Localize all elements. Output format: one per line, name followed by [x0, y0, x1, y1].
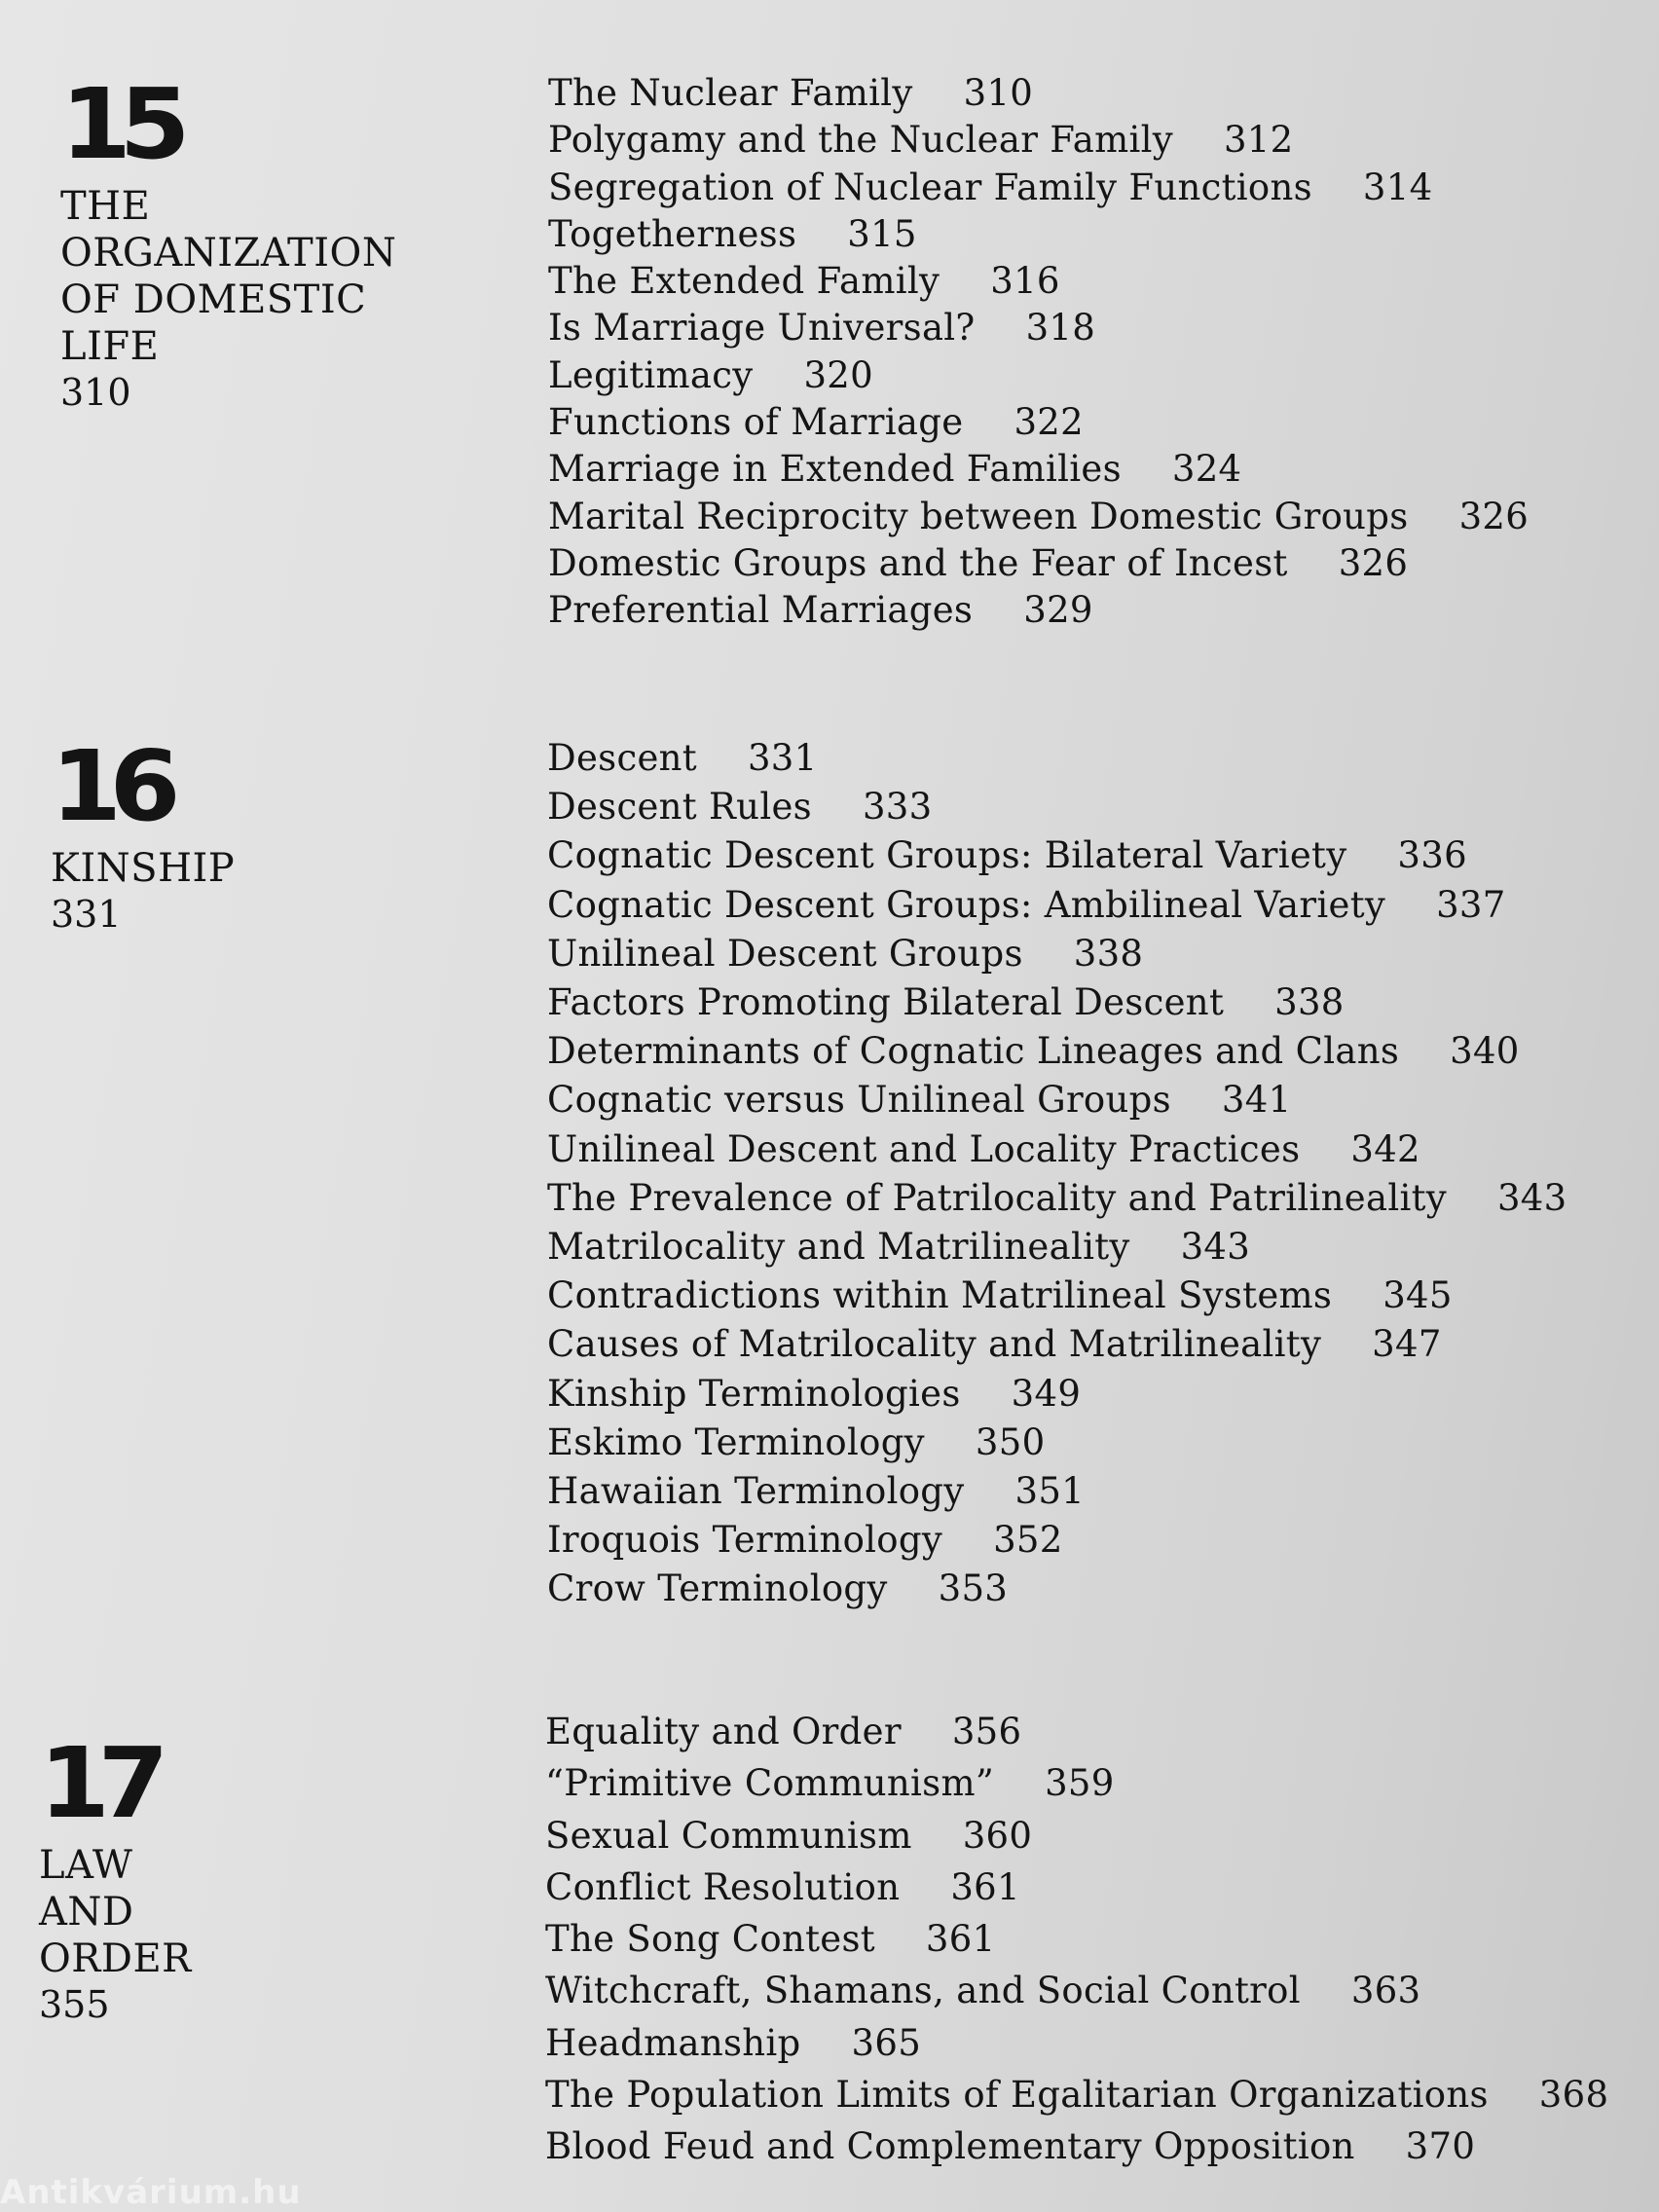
toc-entry: [548, 165, 1529, 211]
chapter-number: 17: [39, 1726, 157, 1840]
entry-page: 342: [1350, 1127, 1420, 1170]
entry-title: Hawaiian Terminology: [547, 1470, 965, 1513]
chapter-title: KINSHIP: [51, 846, 236, 891]
entry-title: Unilineal Descent Groups: [547, 932, 1023, 975]
entry-title: Descent Rules: [547, 786, 812, 829]
entry-title: Polygamy and the Nuclear Family: [548, 119, 1173, 162]
entry-page: 343: [1496, 1176, 1567, 1219]
toc-entry: [545, 1965, 1608, 2016]
entry-title: The Prevalence of Patrilocality and Patrilineality: [547, 1176, 1447, 1219]
toc-entry: [547, 1272, 1567, 1320]
entry-title: Matrilocality and Matrilineality: [547, 1226, 1130, 1269]
toc-entry: [547, 881, 1567, 930]
entry-title: Sexual Communism: [545, 1814, 912, 1857]
toc-entry: [545, 2017, 1608, 2069]
chapter-17-entries: [545, 1706, 1608, 2173]
entry-page: 312: [1223, 119, 1294, 162]
entry-page: 345: [1382, 1274, 1453, 1317]
toc-entry: [548, 211, 1529, 258]
entry-page: 343: [1180, 1226, 1251, 1269]
toc-entry: [547, 1419, 1567, 1467]
chapter-number: 15: [60, 67, 178, 181]
entry-page: 316: [990, 260, 1060, 303]
toc-entry: [548, 446, 1529, 493]
entry-page: 320: [803, 353, 873, 396]
toc-entry: [547, 930, 1567, 978]
toc-entry: [545, 1706, 1608, 1757]
toc-entry: [547, 1174, 1567, 1223]
entry-title: Cognatic versus Unilineal Groups: [547, 1079, 1171, 1122]
entry-title: Blood Feud and Complementary Opposition: [545, 2125, 1355, 2168]
chapter-title: THE ORGANIZATION OF DOMESTIC LIFE: [60, 184, 397, 369]
entry-page: 363: [1350, 1970, 1421, 2012]
entry-title: Togetherness: [548, 212, 797, 255]
toc-entry: [547, 1125, 1567, 1174]
entry-page: 368: [1538, 2074, 1609, 2117]
entry-page: 337: [1436, 883, 1506, 926]
chapter-16-heading: [51, 729, 236, 937]
entry-page: 356: [951, 1711, 1022, 1752]
toc-entry: [545, 1913, 1608, 1965]
entry-title: Witchcraft, Shamans, and Social Control: [545, 1970, 1301, 2012]
entry-title: Marriage in Extended Families: [548, 448, 1122, 491]
entry-page: 331: [747, 737, 818, 779]
entry-page: 333: [862, 786, 933, 829]
entry-page: 352: [993, 1519, 1063, 1562]
chapter-15-entries: [548, 70, 1529, 635]
toc-entry: [547, 783, 1567, 831]
entry-page: 324: [1171, 448, 1242, 491]
toc-entry: [547, 1076, 1567, 1124]
toc-entry: [548, 305, 1529, 351]
entry-page: 365: [851, 2021, 922, 2064]
toc-entry: [547, 1320, 1567, 1369]
toc-entry: [547, 1565, 1567, 1613]
toc-entry: [548, 70, 1529, 117]
toc-entry: [545, 1862, 1608, 1913]
entry-title: Factors Promoting Bilateral Descent: [547, 981, 1225, 1024]
toc-entry: [547, 1223, 1567, 1272]
entry-title: Domestic Groups and the Fear of Incest: [548, 541, 1288, 584]
toc-entry: [548, 399, 1529, 446]
entry-title: Marital Reciprocity between Domestic Groups: [548, 495, 1409, 537]
entry-title: The Population Limits of Egalitarian Organizations: [545, 2074, 1489, 2117]
entry-page: 349: [1011, 1372, 1082, 1415]
toc-entry: [547, 1370, 1567, 1419]
entry-page: 329: [1023, 589, 1093, 632]
entry-title: Cognatic Descent Groups: Bilateral Variety: [547, 834, 1347, 877]
entry-page: 314: [1362, 166, 1433, 208]
entry-page: 338: [1073, 932, 1144, 975]
chapter-page: 331: [51, 893, 122, 936]
entry-title: Headmanship: [545, 2021, 801, 2064]
entry-page: 310: [963, 72, 1034, 114]
entry-title: Equality and Order: [545, 1711, 902, 1752]
chapter-page: 355: [39, 1983, 110, 2026]
watermark: Antikvárium.hu: [0, 2173, 302, 2212]
entry-page: 326: [1458, 495, 1530, 537]
chapter-17-heading: [39, 1726, 192, 2027]
chapter-16-entries: [547, 734, 1567, 1614]
toc-entry: [548, 258, 1529, 305]
toc-entry: [547, 734, 1567, 783]
toc-entry: [545, 2120, 1608, 2172]
entry-title: Unilineal Descent and Locality Practices: [547, 1127, 1301, 1170]
entry-title: Kinship Terminologies: [547, 1372, 961, 1415]
toc-entry: [545, 1810, 1608, 1862]
entry-title: The Extended Family: [548, 260, 940, 303]
entry-page: 347: [1372, 1323, 1442, 1366]
toc-entry: [548, 494, 1529, 540]
entry-page: 359: [1045, 1762, 1115, 1805]
entry-page: 318: [1025, 307, 1096, 350]
chapter-title: LAW AND ORDER: [39, 1843, 192, 1981]
entry-title: Descent: [547, 737, 697, 779]
entry-page: 326: [1338, 541, 1409, 584]
toc-entry: [548, 540, 1529, 587]
toc-entry: [548, 352, 1529, 399]
toc-entry: [547, 1027, 1567, 1076]
entry-page: 350: [975, 1420, 1046, 1463]
toc-entry: [545, 2069, 1608, 2120]
toc-entry: [547, 978, 1567, 1027]
toc-entry: [545, 1757, 1608, 1809]
entry-title: Crow Terminology: [547, 1567, 888, 1610]
entry-title: The Nuclear Family: [548, 72, 913, 114]
entry-title: Causes of Matrilocality and Matrilineality: [547, 1323, 1322, 1366]
entry-title: Conflict Resolution: [545, 1865, 901, 1908]
entry-title: Determinants of Cognatic Lineages and Clans: [547, 1030, 1400, 1073]
entry-page: 340: [1450, 1030, 1520, 1073]
entry-page: 322: [1014, 401, 1084, 444]
entry-title: Cognatic Descent Groups: Ambilineal Variety: [547, 883, 1386, 926]
entry-page: 361: [950, 1865, 1020, 1908]
toc-entry: [547, 831, 1567, 880]
entry-title: Eskimo Terminology: [547, 1420, 925, 1463]
entry-title: Is Marriage Universal?: [548, 307, 976, 350]
entry-page: 370: [1405, 2125, 1476, 2168]
entry-title: Legitimacy: [548, 353, 754, 396]
entry-title: “Primitive Communism”: [545, 1762, 995, 1805]
entry-page: 315: [847, 212, 917, 255]
entry-title: Iroquois Terminology: [547, 1519, 943, 1562]
entry-page: 351: [1014, 1470, 1086, 1513]
toc-entry: [548, 587, 1529, 634]
toc-entry: [547, 1516, 1567, 1565]
entry-title: Contradictions within Matrilineal Systems: [547, 1274, 1333, 1317]
chapter-number: 16: [51, 729, 168, 843]
entry-page: 361: [925, 1918, 996, 1961]
toc-entry: [547, 1467, 1567, 1516]
chapter-15-heading: [60, 67, 397, 415]
entry-title: The Song Contest: [545, 1918, 875, 1961]
entry-page: 341: [1221, 1079, 1292, 1122]
entry-page: 353: [938, 1567, 1009, 1610]
entry-page: 360: [962, 1814, 1033, 1857]
entry-page: 338: [1274, 981, 1345, 1024]
entry-title: Segregation of Nuclear Family Functions: [548, 166, 1312, 208]
entry-page: 336: [1397, 834, 1467, 877]
entry-title: Preferential Marriages: [548, 589, 974, 632]
entry-title: Functions of Marriage: [548, 401, 964, 444]
chapter-page: 310: [60, 371, 131, 414]
toc-entry: [548, 117, 1529, 164]
